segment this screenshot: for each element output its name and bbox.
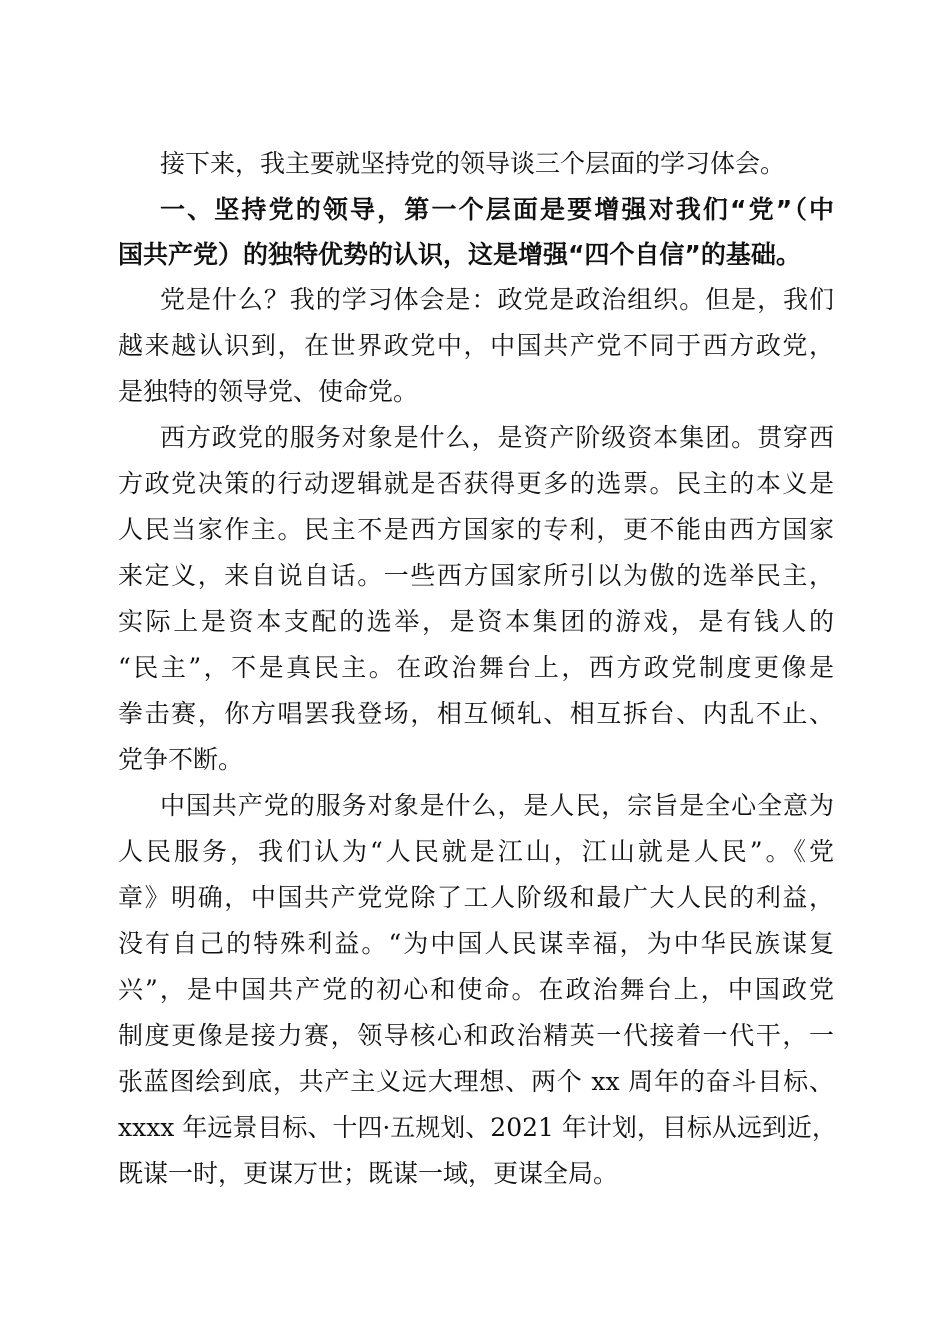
paragraph-cpc-line-2: 人民服务，我们认为“人民就是江山，江山就是人民”。《党 (118, 837, 834, 866)
paragraph-cpc-line-1: 中国共产党的服务对象是什么，是人民，宗旨是全心全意为 (160, 791, 834, 820)
paragraph-cpc-line-6: 制度更像是接力赛，领导核心和政治精英一代接着一代干，一 (118, 1021, 834, 1050)
document-page (118, 141, 837, 1197)
heading-1-line-1: 一、坚持党的领导，第一个层面是要增强对我们“党”（中 (160, 195, 834, 224)
paragraph-party-line-2: 越来越认识到，在世界政党中，中国共产党不同于西方政党， (118, 331, 834, 360)
paragraph-cpc-line-9: 既谋一时，更谋万世；既谋一域，更谋全局。 (118, 1159, 619, 1188)
paragraph-cpc-line-7: 张蓝图绘到底，共产主义远大理想、两个 xx 周年的奋斗目标、 (118, 1067, 834, 1096)
paragraph-party-line-3: 是独特的领导党、使命党。 (118, 377, 419, 406)
paragraph-western-line-2: 方政党决策的行动逻辑就是否获得更多的选票。民主的本义是 (118, 469, 834, 498)
paragraph-western-line-6: “民主”，不是真民主。在政治舞台上，西方政党制度更像是 (118, 653, 834, 682)
paragraph-western-line-5: 实际上是资本支配的选举，是资本集团的游戏，是有钱人的 (118, 607, 834, 636)
paragraph-party-line-1: 党是什么？我的学习体会是：政党是政治组织。但是，我们 (160, 285, 834, 314)
paragraph-cpc-line-3: 章》明确，中国共产党党除了工人阶级和最广大人民的利益， (118, 883, 834, 912)
paragraph-western-line-4: 来定义，来自说自话。一些西方国家所引以为傲的选举民主， (118, 561, 834, 590)
heading-1-line-2: 国共产党）的独特优势的认识，这是增强“四个自信”的基础。 (118, 240, 801, 269)
paragraph-western-line-3: 人民当家作主。民主不是西方国家的专利，更不能由西方国家 (118, 515, 834, 544)
paragraph-western-line-1: 西方政党的服务对象是什么，是资产阶级资本集团。贯穿西 (160, 423, 834, 452)
paragraph-western-line-7: 拳击赛，你方唱罢我登场，相互倾轧、相互拆台、内乱不止、 (118, 699, 834, 728)
paragraph-western-line-8: 党争不断。 (118, 745, 244, 774)
paragraph-cpc-line-8: xxxx 年远景目标、十四·五规划、2021 年计划，目标从远到近， (118, 1113, 837, 1142)
paragraph-cpc-line-4: 没有自己的特殊利益。“为中国人民谋幸福，为中华民族谋复 (118, 929, 834, 958)
paragraph-intro-line-1: 接下来，我主要就坚持党的领导谈三个层面的学习体会。 (160, 149, 786, 178)
paragraph-cpc-line-5: 兴”，是中国共产党的初心和使命。在政治舞台上，中国政党 (118, 975, 834, 1004)
